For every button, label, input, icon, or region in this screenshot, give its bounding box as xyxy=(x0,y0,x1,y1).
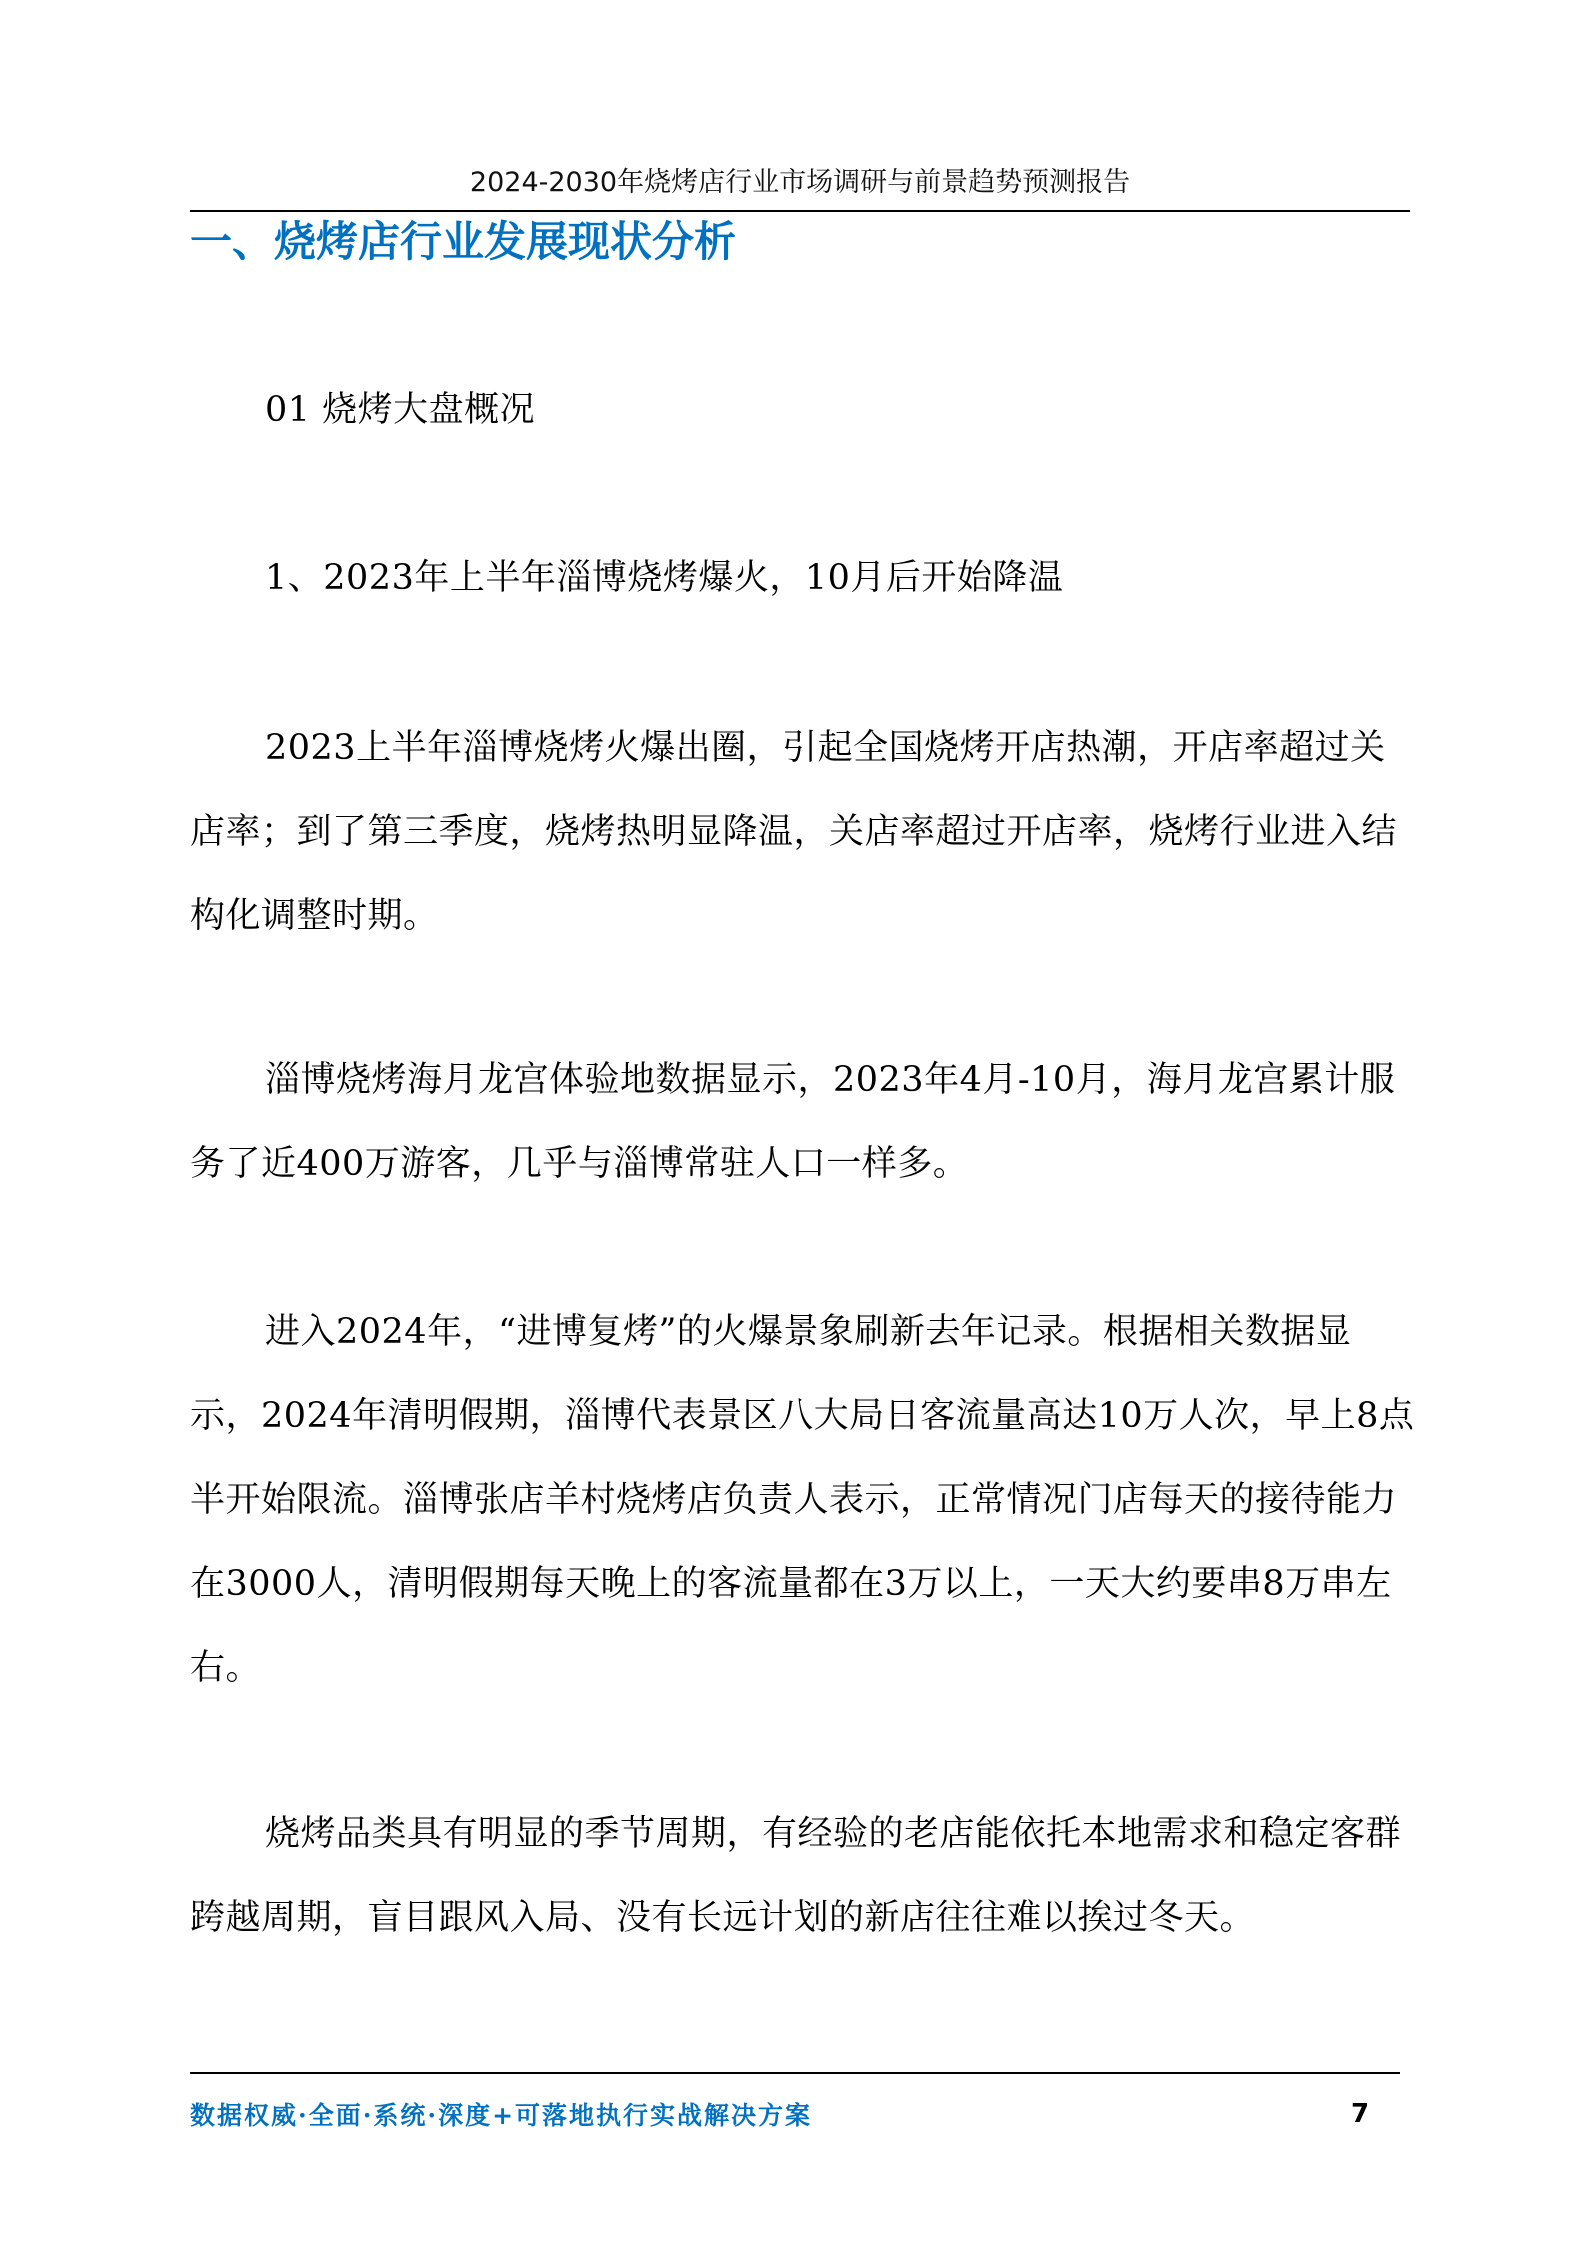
report-header-title: 2024-2030年烧烤店行业市场调研与前景趋势预测报告 xyxy=(469,167,1131,198)
subheading: 01 烧烤大盘概况 xyxy=(265,390,536,430)
footer-slogan: 数据权威·全面·系统·深度+可落地执行实战解决方案 xyxy=(190,2101,813,2130)
section-heading: 一、烧烤店行业发展现状分析 xyxy=(190,217,737,266)
paragraph-2: 淄博烧烤海月龙宫体验地数据显示，2023年4月-10月，海月龙宫累计服务了近400万游客，几乎与淄博常驻人口一样多。 xyxy=(190,1060,1396,1184)
point-title: 1、2023年上半年淄博烧烤爆火，10月后开始降温 xyxy=(265,558,1064,598)
paragraph-4: 烧烤品类具有明显的季节周期，有经验的老店能依托本地需求和稳定客群跨越周期，盲目跟风入局、没有长远计划的新店往往难以挨过冬天。 xyxy=(190,1814,1402,1938)
paragraph-1: 2023上半年淄博烧烤火爆出圈，引起全国烧烤开店热潮，开店率超过关店率；到了第三季度，烧烤热明显降温，关店率超过开店率，烧烤行业进入结构化调整时期。 xyxy=(190,728,1398,936)
paragraph-3: 进入2024年，“进博复烤”的火爆景象刷新去年记录。根据相关数据显示，2024年清明假期，淄博代表景区八大局日客流量高达10万人次，早上8点半开始限流。淄博张店羊村烧烤店负责人表示，正常情况门店每天的接待能力在3000人，清明假期每天晚上的客流量都在3万以上，一天大约要串8万串左右。 xyxy=(190,1312,1415,1688)
footer-divider xyxy=(190,2072,1400,2074)
page-number: 7 xyxy=(1350,2099,1370,2129)
